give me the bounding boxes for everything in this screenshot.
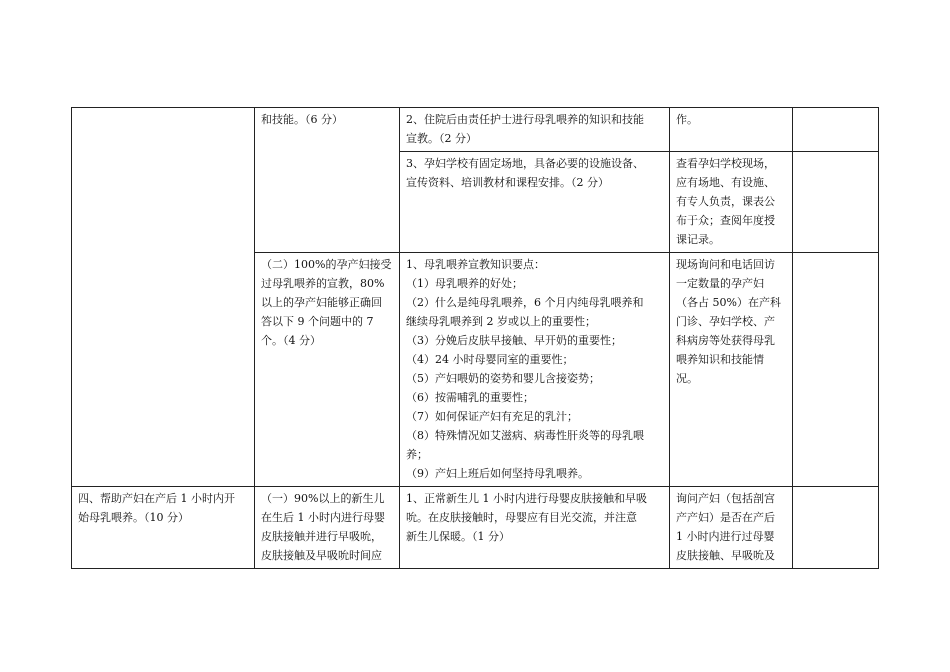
criteria-text-line: 1、正常新生儿 1 小时内进行母婴皮肤接触和早吸	[406, 492, 647, 505]
method-text-line: 皮肤接触、早吸吮及	[676, 549, 775, 562]
criteria-text-line: （8）特殊情况如艾滋病、病毒性肝炎等的母乳喂	[406, 429, 644, 442]
requirement-text-line: （一）90%以上的新生儿	[261, 492, 385, 505]
category-text-line: 四、帮助产妇在产后 1 小时内开	[78, 492, 235, 505]
score-cell	[793, 487, 879, 569]
criteria-text-line: （6）按需哺乳的重要性；	[406, 391, 534, 404]
method-text-line: 有专人负责，课表公	[676, 195, 775, 208]
method-text-line: 门诊、孕妇学校、产	[676, 315, 775, 328]
category-cell	[72, 108, 255, 487]
method-text-line: 应有场地、有设施、	[676, 176, 775, 189]
category-text-line: 始母乳喂养。（10 分）	[78, 511, 189, 524]
criteria-text-line: 1、母乳喂养宣教知识要点：	[406, 258, 545, 271]
method-text-line: 一定数量的孕产妇	[676, 277, 764, 290]
method-text-line: 喂养知识和技能情	[676, 353, 764, 366]
method-text-line: 1 小时内进行过母婴	[676, 530, 775, 543]
method-text-line: 作。	[676, 113, 698, 126]
requirement-text-line: （二）100%的孕产妇接受	[261, 258, 392, 271]
method-cell	[670, 108, 793, 152]
score-cell	[793, 253, 879, 487]
criteria-text-line: 宣传资料、培训教材和课程安排。（2 分）	[406, 176, 609, 189]
method-cell	[670, 253, 793, 487]
method-text-line: 布于众；查阅年度授	[676, 214, 775, 227]
requirement-text-line: 以上的孕产妇能够正确回	[261, 296, 382, 309]
requirement-cell	[255, 487, 400, 569]
method-text-line: 科病房等处获得母乳	[676, 334, 775, 347]
requirement-text-line: 个。（4 分）	[261, 334, 321, 347]
criteria-text-line: （4）24 小时母婴同室的重要性；	[406, 353, 574, 366]
score-cell	[793, 152, 879, 253]
method-text-line: 产产妇）是否在产后	[676, 511, 775, 524]
score-cell	[793, 108, 879, 152]
method-text-line: 现场询问和电话回访	[676, 258, 775, 271]
criteria-text-line: （3）分娩后皮肤早接触、早开奶的重要性；	[406, 334, 622, 347]
criteria-text-line: 继续母乳喂养到 2 岁或以上的重要性；	[406, 315, 596, 328]
table-row	[72, 487, 879, 569]
requirement-text-line: 皮肤接触及早吸吮时间应	[261, 549, 382, 562]
requirement-cell	[255, 108, 400, 253]
criteria-text-line: （5）产妇喂奶的姿势和婴儿含接姿势；	[406, 372, 600, 385]
criteria-text-line: 3、孕妇学校有固定场地，具备必要的设施设备、	[406, 157, 644, 170]
requirement-text-line: 和技能。（6 分）	[261, 113, 343, 126]
table-row	[72, 108, 879, 152]
requirement-text-line: 在生后 1 小时内进行母婴	[261, 511, 385, 524]
criteria-text-line: 宣教。（2 分）	[406, 132, 477, 145]
criteria-text-line: （9）产妇上班后如何坚持母乳喂养。	[406, 467, 589, 480]
criteria-text-line: 新生儿保暖。（1 分）	[406, 530, 510, 543]
method-text-line: 查看孕妇学校现场，	[676, 157, 775, 170]
criteria-cell	[400, 253, 670, 487]
method-text-line: 课记录。	[676, 233, 720, 246]
criteria-cell	[400, 152, 670, 253]
method-text-line: 况。	[676, 372, 698, 385]
criteria-text-line: （2）什么是纯母乳喂养，6 个月内纯母乳喂养和	[406, 296, 644, 309]
criteria-text-line: 吮。在皮肤接触时，母婴应有目光交流，并注意	[406, 511, 637, 524]
method-text-line: （各占 50%）在产科	[676, 296, 781, 309]
requirement-cell	[255, 253, 400, 487]
method-cell	[670, 487, 793, 569]
criteria-text-line: （7）如何保证产妇有充足的乳汁；	[406, 410, 578, 423]
criteria-text-line: 2、住院后由责任护士进行母乳喂养的知识和技能	[406, 113, 644, 126]
criteria-text-line: 养；	[406, 448, 428, 461]
criteria-cell	[400, 108, 670, 152]
requirement-text-line: 皮肤接触并进行早吸吮，	[261, 530, 382, 543]
evaluation-table	[71, 107, 879, 569]
criteria-cell	[400, 487, 670, 569]
method-cell	[670, 152, 793, 253]
requirement-text-line: 答以下 9 个问题中的 7	[261, 315, 374, 328]
requirement-text-line: 过母乳喂养的宣教，80%	[261, 277, 385, 290]
category-cell	[72, 487, 255, 569]
criteria-text-line: （1）母乳喂养的好处；	[406, 277, 523, 290]
method-text-line: 询问产妇（包括剖宫	[676, 492, 775, 505]
